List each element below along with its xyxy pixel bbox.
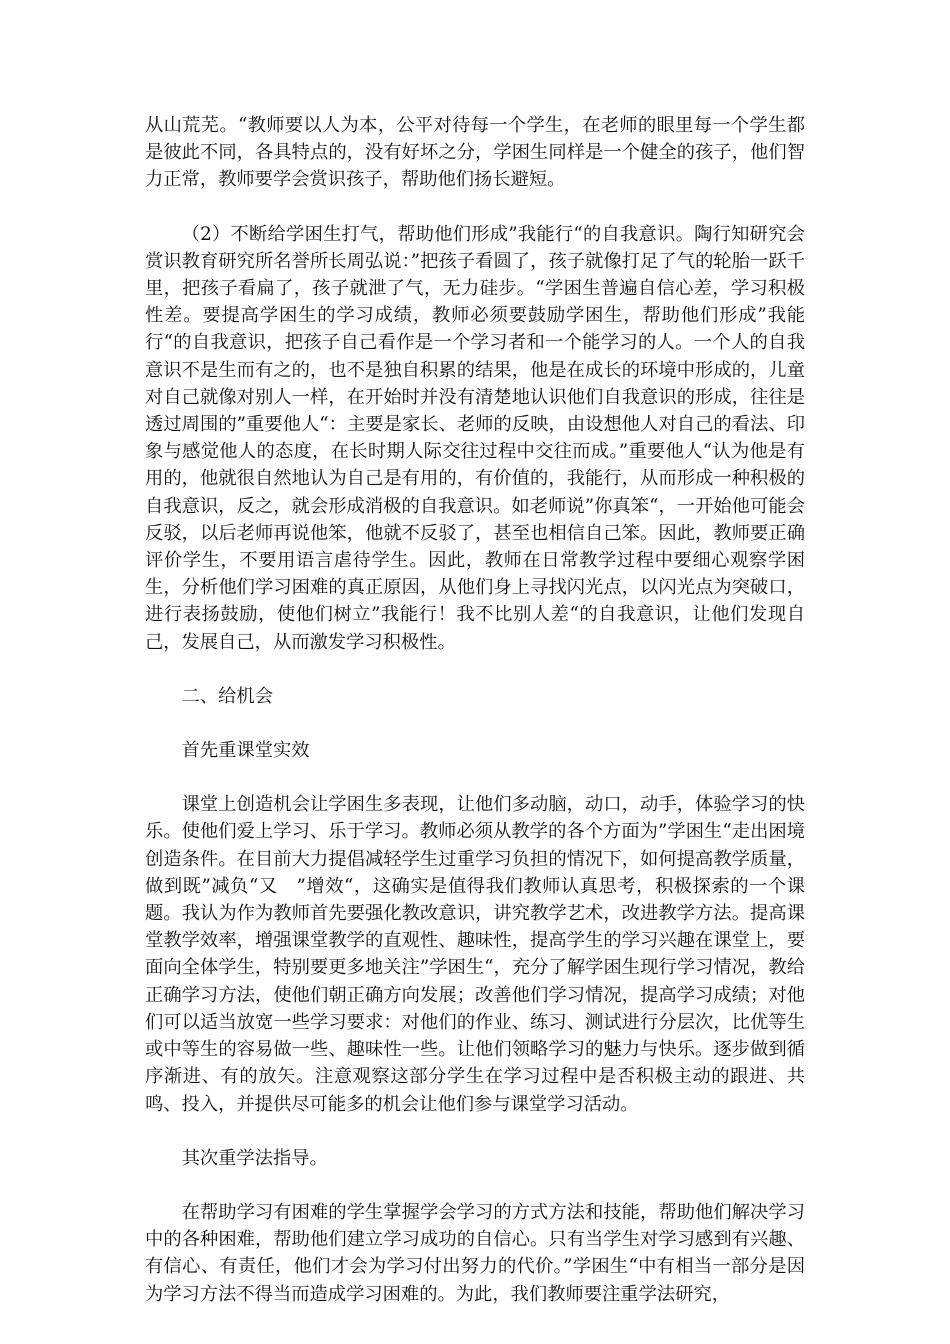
subheading-classroom-effectiveness: 首先重课堂实效 [181,740,310,762]
subheading-study-methods: 其次重学法指导。 [181,1147,328,1169]
paragraph-classroom: 课堂上创造机会让学困生多表现，让他们多动脑，动口，动手，体验学习的快乐。使他们爱上学习、乐于学习。教师必须从教学的各个方面为”学困生“走出困境创造条件。在目前大力提倡减轻学生过重学习负担的情况下，如何提高教学质量，做到既”减负“又 ”增效“，这确实是值得我们教师认真思考，积极探索的一个课题。我认为作为教师首先要强化教改意识，讲究教学艺术，改进教学方法。提高课堂教学效率，增强课堂教学的直观性、趣味性，提高学生的学习兴趣在课堂上，要面向全体学生，特别要更多地关注”学困生“，充分了解学困生现行学习情况，教给正确学习方法，使他们朝正确方向发展；改善他们学习情况，提高学习成绩；对他们可以适当放宽一些学习要求：对他们的作业、练习、测试进行分层次，比优等生或中等生的容易做一些、趣味性一些。让他们领略学习的魅力与快乐。逐步做到循序渐进、有的放矢。注意观察这部分学生在学习过程中是否积极主动的跟进、共鸣、投入，并提供尽可能多的机会让他们参与课堂学习活动。 [145,794,805,1115]
paragraph-gap [145,710,805,737]
paragraph-gap [145,194,805,221]
paragraph-gap [145,764,805,791]
paragraph-gap [145,1172,805,1199]
paragraph-self-awareness: （2）不断给学困生打气，帮助他们形成”我能行“的自我意识。陶行知研究会赏识教育研究所名誉所长周弘说：”把孩子看圆了，孩子就像打足了气的轮胎一跃千里，把孩子看扁了，孩子就泄了气，无力硅步。“学困生普遍自信心差，学习积极性差。要提高学困生的学习成绩，教师必须要鼓励学困生，帮助他们形成”我能行“的自我意识，把孩子自己看作是一个学习者和一个能学习的人。一个人的自我意识不是生而有之的，也不是独自积累的结果，他是在成长的环境中形成的，儿童对自己就像对别人一样，在开始时并没有清楚地认识他们自我意识的形成，往往是透过周围的”重要他人“：主要是家长、老师的反映，由设想他人对自己的看法、印象与感觉他人的态度，在长时期人际交往过程中交往而成。”重要他人“认为他是有用的，他就很自然地认为自己是有用的，有价值的，我能行，从而形成一种积极的自我意识，反之，就会形成消极的自我意识。如老师说”你真笨“，一开始他可能会反驳，以后老师再说他笨，他就不反驳了，甚至也相信自己笨。因此，教师要正确评价学生，不要用语言虐待学生。因此，教师在日常教学过程中要细心观察学困生，分析他们学习困难的真正原因，从他们身上寻找闪光点，以闪光点为突破口，进行表扬鼓励，使他们树立”我能行！我不比别人差“的自我意识，让他们发现自己，发展自己，从而激发学习积极性。 [145,223,805,653]
paragraph-gap [145,1118,805,1145]
paragraph-continuation: 从山荒芜。“教师要以人为本，公平对待每一个学生，在老师的眼里每一个学生都是彼此不同，各具特点的，没有好坏之分，学困生同样是一个健全的孩子，他们智力正常，教师要学会赏识孩子，帮助他们扬长避短。 [145,115,805,191]
paragraph-study-methods: 在帮助学习有困难的学生掌握学会学习的方式方法和技能，帮助他们解决学习中的各种困难，帮助他们建立学习成功的自信心。只有当学生对学习感到有兴趣、有信心、有责任，他们才会为学习付出努力的代价。”学困生“中有相当一部分是因为学习方法不得当而造成学习困难的。为此，我们教师要注重学法研究， [145,1201,805,1305]
paragraph-gap [145,656,805,683]
section-heading-give-opportunity: 二、给机会 [181,685,273,707]
document-page [145,112,805,1308]
